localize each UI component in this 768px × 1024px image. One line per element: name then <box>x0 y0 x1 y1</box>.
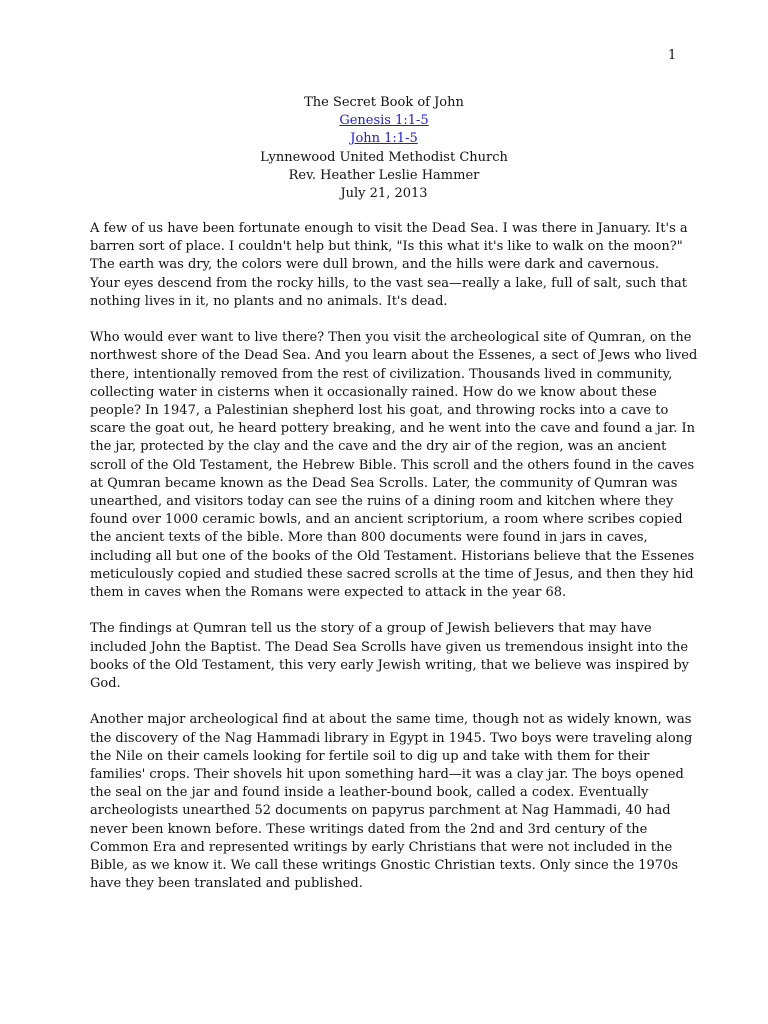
text-line: The findings at Qumran tell us the story of a group of Jewish believers that may have <box>90 621 652 637</box>
paragraph-findings <box>90 620 690 693</box>
text-line: Another major archeological find at about the same time, though not as widely known, was <box>90 712 692 728</box>
text-line: nothing lives in it, no plants and no animals. It's dead. <box>90 293 448 309</box>
sermon-title: The Secret Book of John <box>304 95 464 110</box>
reading-link-genesis[interactable]: Genesis 1:1-5 <box>339 113 429 129</box>
text-line: including all but one of the books of the Old Testament. Historians believe that the Essenes <box>90 548 695 564</box>
text-line: the ancient texts of the bible. More than 800 documents were found in jars in caves, <box>90 530 648 546</box>
text-line: found over 1000 ceramic bowls, and an ancient scriptorium, a room where scribes copied <box>90 512 683 528</box>
text-line: barren sort of place. I couldn't help but think, "Is this what it's like to walk on the moon?" <box>90 239 683 255</box>
text-line: collecting water in cisterns when it occasionally rained. How do we know about these <box>90 384 657 400</box>
reading-link-john[interactable]: John 1:1-5 <box>350 131 418 147</box>
text-line: archeologists unearthed 52 documents on papyrus parchment at Nag Hammadi, 40 had <box>90 803 671 819</box>
text-line: unearthed, and visitors today can see the ruins of a dining room and kitchen where they <box>90 494 674 510</box>
text-line: Common Era and represented writings by early Christians that were not included in the <box>90 839 673 855</box>
text-line: scare the goat out, he heard pottery breaking, and he went into the cave and found a jar. In <box>90 421 696 437</box>
text-line: books of the Old Testament, this very early Jewish writing, that we believe was inspired by <box>90 657 690 673</box>
text-line: God. <box>90 676 121 692</box>
text-line: the jar, protected by the clay and the cave and the dry air of the region, was an ancient <box>90 439 667 455</box>
text-line: the discovery of the Nag Hammadi library in Egypt in 1945. Two boys were traveling along <box>90 730 693 746</box>
page-number: 1 <box>668 48 677 63</box>
text-line: meticulously copied and studied these sacred scrolls at the time of Jesus, and then they hid <box>90 566 694 582</box>
text-line: The earth was dry, the colors were dull brown, and the hills were dark and cavernous. <box>90 257 660 273</box>
paragraph-dead-sea <box>90 220 688 311</box>
paragraph-qumran <box>90 329 698 602</box>
text-line: at Qumran became known as the Dead Sea Scrolls. Later, the community of Qumran was <box>90 475 678 491</box>
text-line: families' crops. Their shovels hit upon something hard—it was a clay jar. The boys opened <box>90 767 684 783</box>
text-line: never been known before. These writings dated from the 2nd and 3rd century of the <box>90 821 648 837</box>
text-line: A few of us have been fortunate enough to visit the Dead Sea. I was there in January. It's a <box>90 221 688 236</box>
text-line: scroll of the Old Testament, the Hebrew Bible. This scroll and the others found in the caves <box>90 457 695 473</box>
text-line: included John the Baptist. The Dead Sea Scrolls have given us tremendous insight into the <box>90 639 689 655</box>
text-line: Bible, as we know it. We call these writings Gnostic Christian texts. Only since the 1970s <box>90 858 679 874</box>
sermon-header <box>0 94 768 203</box>
church-name: Lynnewood United Methodist Church <box>260 149 508 165</box>
text-line: the seal on the jar and found inside a leather-bound book, called a codex. Eventually <box>90 785 649 801</box>
text-line: the Nile on their camels looking for fertile soil to dig up and take with them for their <box>90 748 650 764</box>
text-line: there, intentionally removed from the rest of civilization. Thousands lived in community, <box>90 366 673 382</box>
text-line: Your eyes descend from the rocky hills, to the vast sea—really a lake, full of salt, such that <box>90 275 688 291</box>
text-line: Who would ever want to live there? Then you visit the archeological site of Qumran, on the <box>90 330 692 346</box>
paragraph-nag-hammadi <box>90 711 693 893</box>
text-line: them in caves when the Romans were expected to attack in the year 68. <box>90 585 567 601</box>
text-line: have they been translated and published. <box>90 876 363 892</box>
sermon-body <box>90 220 698 912</box>
sermon-date: July 21, 2013 <box>340 186 428 202</box>
text-line: northwest shore of the Dead Sea. And you learn about the Essenes, a sect of Jews who lived <box>90 348 698 364</box>
text-line: people? In 1947, a Palestinian shepherd lost his goat, and throwing rocks into a cave to <box>90 403 669 419</box>
author-name: Rev. Heather Leslie Hammer <box>288 167 480 183</box>
